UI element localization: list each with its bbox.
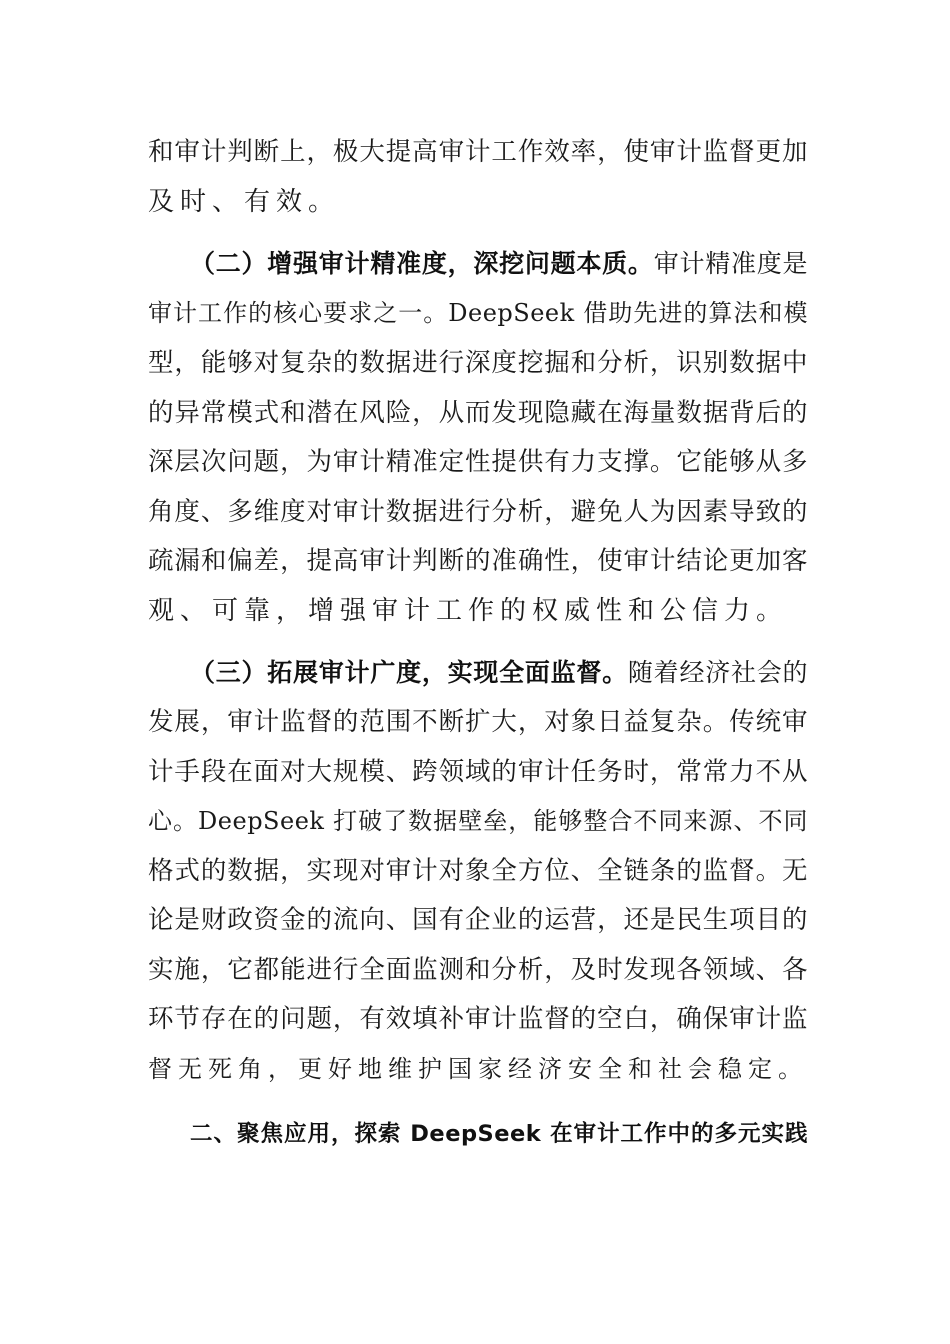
paragraph-first-line [190,244,808,284]
paragraph-line: 观、可靠，增强审计工作的权威性和公信力。 [148,596,789,626]
paragraph-line: 发展，审计监督的范围不断扩大，对象日益复杂。传统审 [148,707,808,737]
paragraph-line: 计手段在面对大规模、跨领域的审计任务时，常常力不从 [148,757,808,787]
paragraph-line: 论是财政资金的流向、国有企业的运营，还是民生项目的 [148,905,808,935]
paragraph-line: 督无死角，更好地维护国家经济安全和社会稳定。 [148,1055,808,1083]
paragraph-line: 型，能够对复杂的数据进行深度挖掘和分析，识别数据中 [148,348,808,378]
paragraph-line: 和审计判断上，极大提高审计工作效率，使审计监督更加 [148,137,808,167]
paragraph-text: 审计精准度是 [653,249,808,278]
paragraph-line: 心。DeepSeek 打破了数据壁垒，能够整合不同来源、不同 [148,807,808,835]
paragraph-text: 随着经济社会的 [627,658,808,687]
paragraph-line: 实施，它都能进行全面监测和分析，及时发现各领域、各 [148,955,808,985]
paragraph-line: 审计工作的核心要求之一。DeepSeek 借助先进的算法和模 [148,299,808,327]
paragraph-line: 的异常模式和潜在风险，从而发现隐藏在海量数据背后的 [148,398,808,428]
paragraph-line: 深层次问题，为审计精准定性提供有力支撑。它能够从多 [148,447,808,477]
paragraph-line: 角度、多维度对审计数据进行分析，避免人为因素导致的 [148,497,808,527]
section-heading: 二、聚焦应用，探索 DeepSeek 在审计工作中的多元实践 [190,1121,808,1147]
paragraph-first-line [190,653,808,693]
paragraph-line: 格式的数据，实现对审计对象全方位、全链条的监督。无 [148,856,808,886]
paragraph-line: 环节存在的问题，有效填补审计监督的空白，确保审计监 [148,1004,808,1034]
paragraph-line: 及时、有效。 [148,187,341,217]
paragraph-line: 疏漏和偏差，提高审计判断的准确性，使审计结论更加客 [148,546,808,576]
subsection-heading: （三）拓展审计广度，实现全面监督。 [190,658,628,687]
subsection-heading: （二）增强审计精准度，深挖问题本质。 [190,249,654,278]
